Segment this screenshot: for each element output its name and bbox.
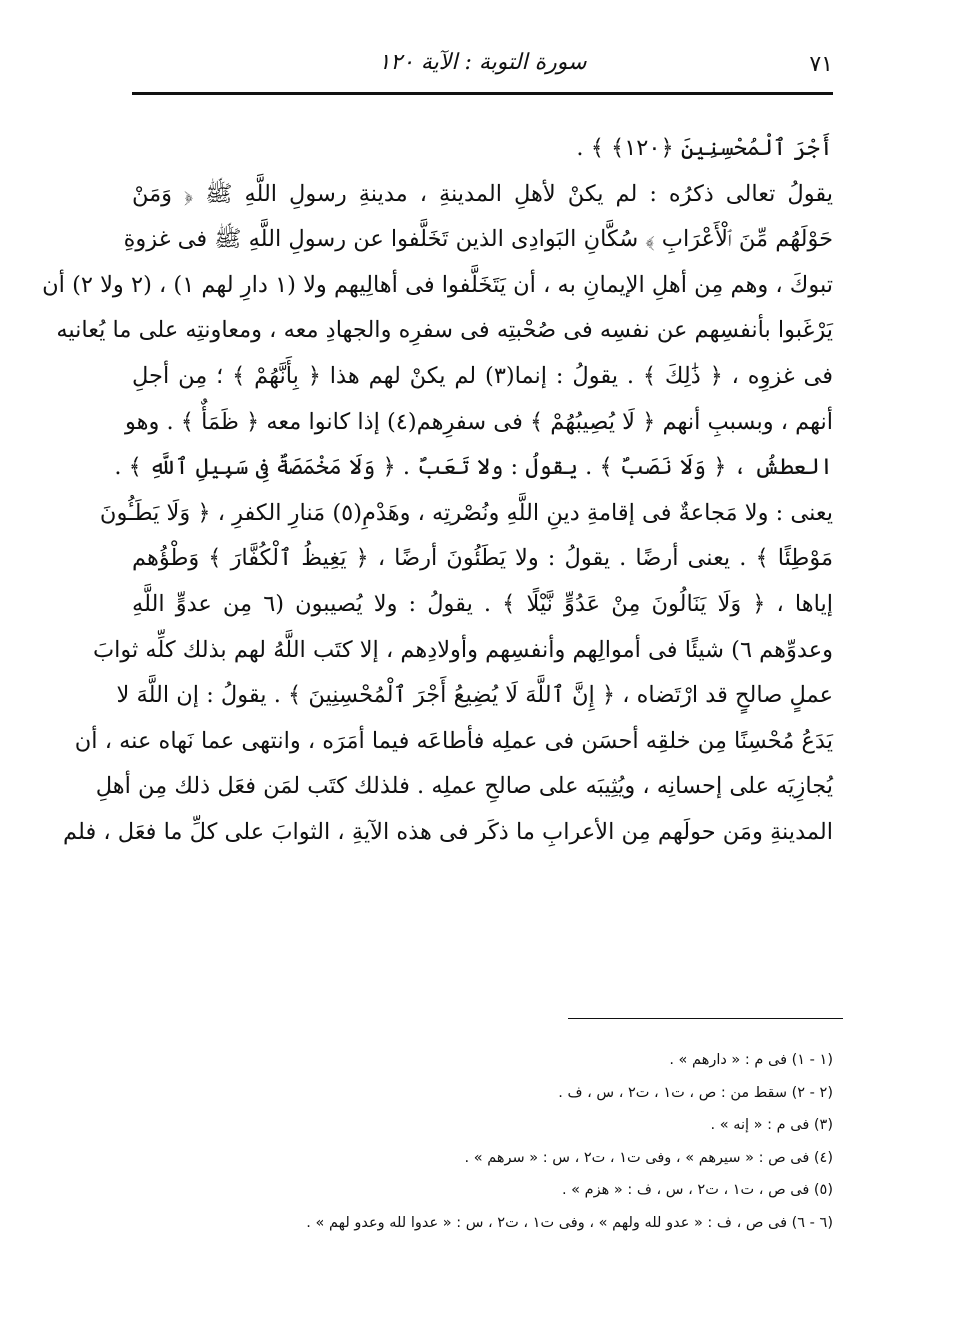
- body-line: تبوكَ ، وهم مِن أهلِ الإيمانِ به ، أن يَتَخَلَّفوا فى أهالِيهم ولا (١ دارِ لهم ١) ، (٢ ولا ٢) أن: [42, 271, 833, 298]
- page-header: [132, 44, 833, 90]
- body-line: مَوْطِئًا ﴾ . يعنى أرضًا . يقولُ : ولا يَطَئُونَ أرضًا ، ﴿ يَغِيظُ ٱلْكُفَّارَ ﴾ وَطْؤُهم: [132, 545, 833, 572]
- body-line: العطشُ ، ﴿ وَلَا نَصَبٌ ﴾ . يقولُ : ولا تَعَبٌ . ﴿ وَلَا مَخْمَصَةٌ فِى سَبِيلِ ٱللَّهِ ﴾ .: [114, 454, 833, 481]
- body-line: إياها ، ﴿ وَلَا يَنَالُونَ مِنْ عَدُوٍّ نَّيْلًا ﴾ . يقولُ : ولا يُصيبون (٦ مِن عدوٍّ اللَّهِ: [132, 590, 833, 617]
- body-line: يقولُ تعالى ذكرُه : لم يكنْ لأهلِ المدينةِ ، مدينةِ رسولِ اللَّهِ ﷺ ﴿ وَمَنْ: [132, 180, 833, 207]
- footnote: (٢ - ٢) سقط من : ص ، ت١ ، ت٢ ، س ، ف .: [558, 1084, 833, 1101]
- footnotes: [132, 1044, 833, 1239]
- body-line: حَوْلَهُم مِّنَ ٱلْأَعْرَابِ ﴾ سُكَّانِ البَوادِى الذين تَخَلَّفوا عن رسولِ اللَّهِ ﷺ فى غزوةِ: [123, 226, 833, 253]
- body-line: عملٍ صالحٍ قد ارْتَضاه ، ﴿ إِنَّ ٱللَّهَ لَا يُضِيعُ أَجْرَ ٱلْمُحْسِنِينَ ﴾ . يقولُ : إن اللَّهَ لا: [116, 682, 833, 709]
- body-line: فى غزوِه ، ﴿ ذَٰلِكَ ﴾ . يقولُ : إنما(٣) لم يكنْ لهم هذا ﴿ بِأَنَّهُمْ ﴾ ؛ مِن أجلِ: [132, 362, 833, 389]
- footnote-rule: [568, 1018, 843, 1019]
- running-title: سورة التوبة : الآية ١٢٠: [378, 50, 587, 75]
- footnote: (١ - ١) فى م : « دارهم » .: [669, 1052, 833, 1068]
- body-line: وعدوِّهم ٦) شيئًا فى أموالِهم وأنفسِهم وأولادِهم ، إلا كتَب اللَّهُ لهم بذلك كلِّه ثوابَ: [92, 636, 833, 663]
- body-line: يَرْغَبوا بأنفسِهم عن نفسِه فى صُحْبتِه فى سفرِه والجهادِ معه ، ومعاونتِه على ما يُعانيه: [56, 317, 833, 344]
- footnote: (٤) فى ص : « سيرهم » ، وفى ت١ ، ت٢ ، س : « سرهم » .: [464, 1149, 833, 1166]
- body-line: يُجازِيَه على إحسانِه ، ويُثِيبَه على صالحِ عملِه . فلذلك كتَب لمَن فعَل ذلك مِن أهلِ: [95, 773, 833, 800]
- body-line: يعنى : ولا مَجاعةٌ فى إقامةِ دينِ اللَّهِ ونُصْرتِه ، وهَدْمِ(٥) مَنارِ الكفرِ ، ﴿ وَلَا يَطَـُٔونَ: [99, 499, 833, 526]
- footnote: (٦ - ٦) فى ص ، ف : « عدو لله ولهم » ، وفى ت١ ، ت٢ ، س : « عدوا لله وعدو لهم » .: [306, 1214, 833, 1231]
- header-rule: [132, 92, 833, 95]
- body-line: المدينةِ ومَن حولَهم مِن الأعرابِ ما ذكَر فى هذه الآيةِ ، الثوابَ على كلِّ ما فعَل ، فلم: [63, 818, 833, 845]
- body-line: أَجْرَ ٱلْمُحْسِنِينَ ﴿١٢٠﴾ ﴾ .: [576, 135, 833, 161]
- page-number: ٧١: [809, 52, 833, 77]
- body-text: [42, 126, 833, 856]
- body-line: يَدَعُ مُحْسِنًا مِن خلقِه أحسَن فى عملِه فأطاعَه فيما أمَرَه ، وانتهى عما نَهاه عنه ، أن: [74, 727, 833, 754]
- footnote: (٣) فى م : « إنه » .: [710, 1117, 833, 1133]
- footnote: (٥) فى ص ، ت١ ، ت٢ ، س ، ف : « هزم » .: [561, 1182, 833, 1198]
- body-line: أنهم ، وبسببِ أنهم ﴿ لَا يُصِيبُهُمْ ﴾ فى سفرِهم(٤) إذا كانوا معه ﴿ ظَمَأٌ ﴾ . وهو: [124, 408, 833, 435]
